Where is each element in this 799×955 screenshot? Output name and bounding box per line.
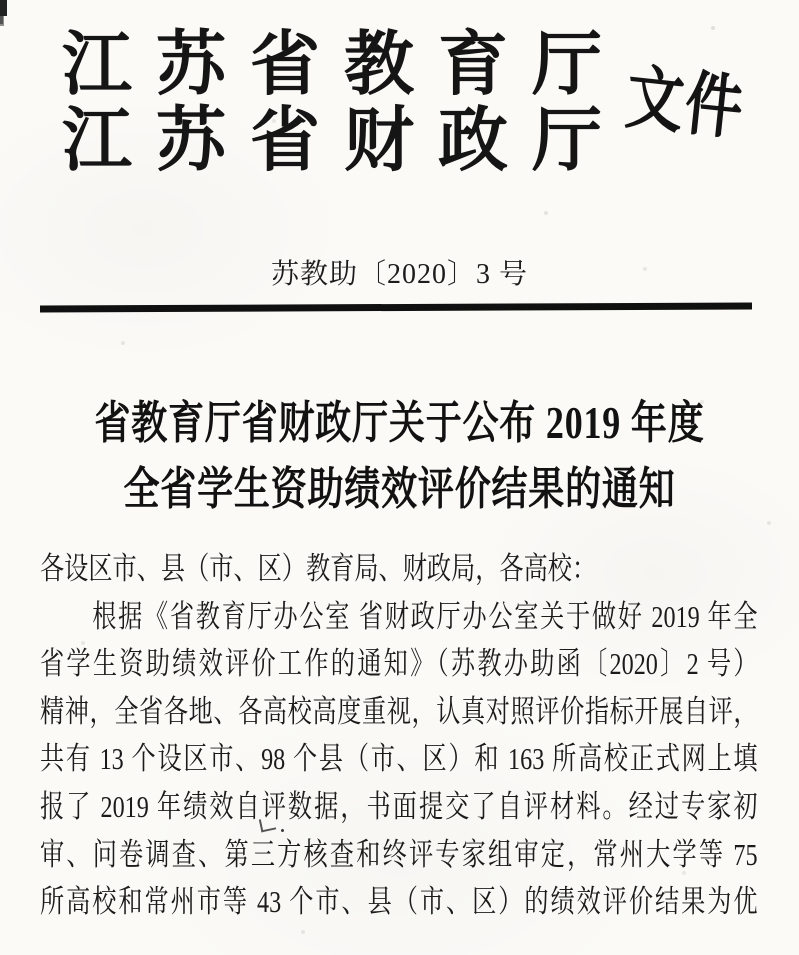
scan-artifact-dot: [281, 829, 284, 832]
scan-noise-speckles: [0, 0, 2, 2]
body-line: 所高校和常州市等 43 个市、县（市、区）的绩效评价结果为优: [40, 884, 758, 920]
body-line: 省学生资助绩效评价工作的通知》（苏教办助函〔2020〕2 号）: [40, 646, 758, 682]
body-line: 共有 13 个设区市、98 个县（市、区）和 163 所高校正式网上填: [40, 741, 758, 777]
letterhead: [62, 28, 626, 180]
letterhead-divider-rule: [40, 302, 752, 312]
salutation-line: 各设区市、县（市、区）教育局、财政局，各高校：: [40, 551, 597, 586]
scan-edge-mark: [0, 0, 4, 26]
doc-type-label: 文件: [622, 60, 748, 149]
body-line: 精神，全省各地、各高校高度重视，认真对照评价指标开展自评，: [40, 693, 758, 729]
document-title-line-1: 省教育厅省财政厅关于公布 2019 年度: [94, 398, 705, 448]
document-body: [40, 545, 758, 926]
doc-number: 苏教助〔2020〕3 号: [270, 259, 528, 290]
document-title: [80, 390, 719, 522]
body-line: 报了 2019 年绩效自评数据，书面提交了自评材料。经过专家初: [40, 788, 758, 824]
issuer-name-line-1: 江苏省教育厅: [62, 27, 626, 104]
body-line: 审、问卷调查、第三方核查和终评专家组审定，常州大学等 75: [40, 836, 758, 872]
document-title-line-2: 全省学生资助绩效评价结果的通知: [123, 464, 676, 514]
issuer-name-line-2: 江苏省财政厅: [62, 103, 626, 180]
body-line: 根据《省教育厅办公室 省财政厅办公室关于做好 2019 年全: [92, 598, 758, 634]
